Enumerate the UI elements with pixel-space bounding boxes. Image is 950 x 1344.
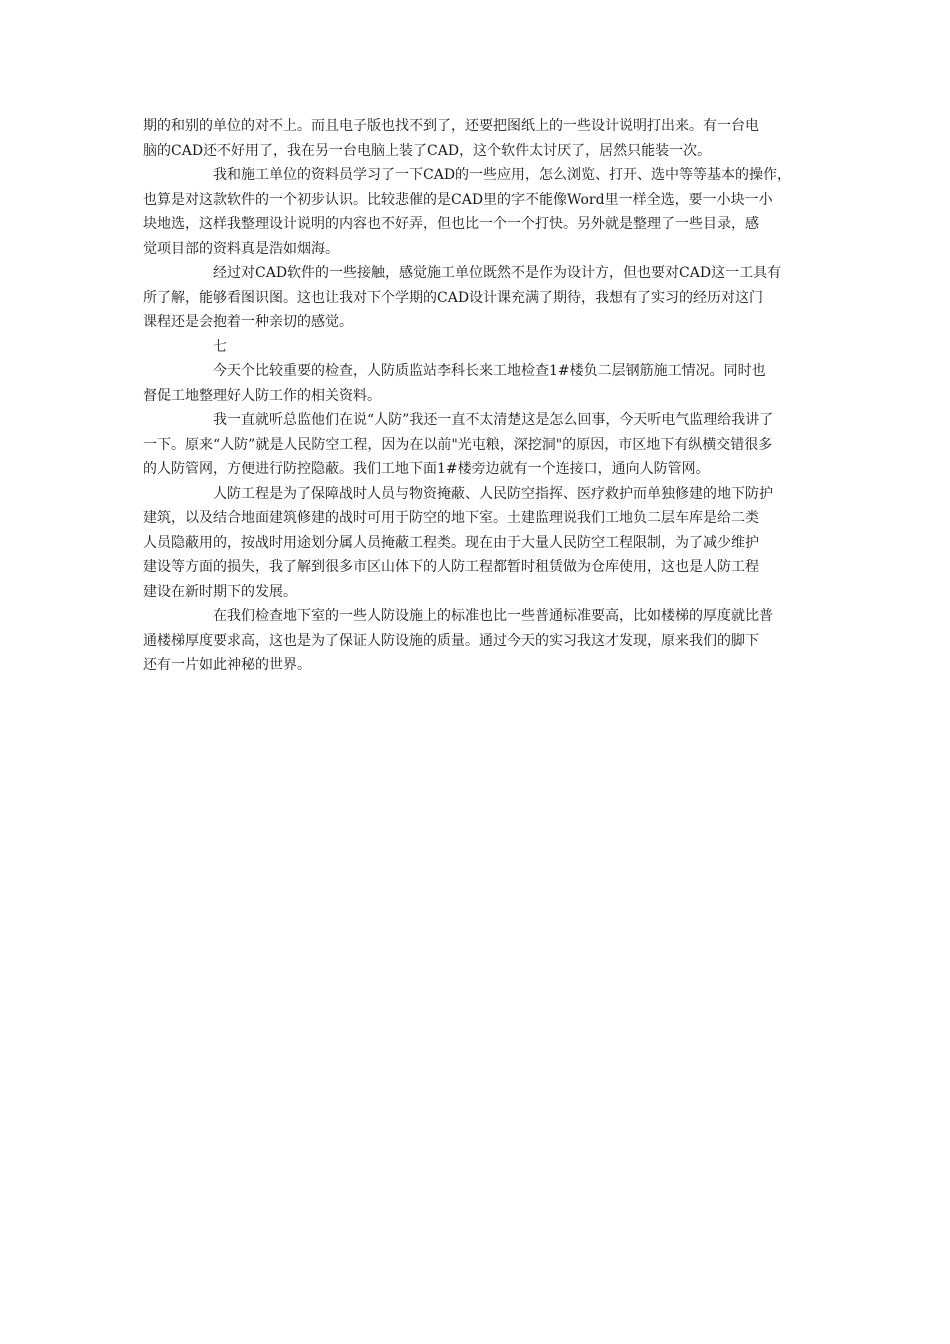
text-line: 督促工地整理好人防工作的相关资料。: [143, 387, 381, 404]
text-line: 建筑，以及结合地面建筑修建的战时可用于防空的地下室。土建监理说我们工地负二层车库是给二类: [143, 510, 759, 526]
text-line: 觉项目部的资料真是浩如烟海。: [143, 240, 339, 257]
paragraph-first-line: 今天个比较重要的检查，人防质监站李科长来工地检查1#楼负二层钢筋施工情况。同时也: [213, 363, 766, 379]
text-line: 建设等方面的损失，我了解到很多市区山体下的人防工程都暂时租赁做为仓库使用，这也是人防工程: [143, 559, 759, 575]
paragraph-first-line: 在我们检查地下室的一些人防设施上的标准也比一些普通标准要高，比如楼梯的厚度就比普: [213, 608, 773, 624]
text-line: 的人防管网，方便进行防控隐蔽。我们工地下面1#楼旁边就有一个连接口，通向人防管网。: [143, 461, 710, 477]
document-body: [143, 114, 823, 678]
text-line: 人员隐蔽用的，按战时用途划分属人员掩蔽工程类。现在由于大量人民防空工程限制，为了减少维护: [143, 534, 759, 551]
section-heading: 七: [213, 338, 227, 355]
text-line: 一下。原来“人防”就是人民防空工程，因为在以前"光屯粮，深挖洞"的原因，市区地下有纵横交错很多: [143, 436, 773, 453]
paragraph-first-line: 我和施工单位的资料员学习了一下CAD的一些应用，怎么浏览、打开、选中等等基本的操作，: [213, 167, 792, 183]
text-line: 还有一片如此神秘的世界。: [143, 657, 311, 673]
text-line: 脑的CAD还不好用了，我在另一台电脑上装了CAD，这个软件太讨厌了，居然只能装一次。: [143, 142, 712, 159]
paragraph-first-line: 我一直就听总监他们在说“人防”我还一直不太清楚这是怎么回事，今天听电气监理给我讲了: [213, 412, 774, 428]
paragraph-first-line: 经过对CAD软件的一些接触，感觉施工单位既然不是作为设计方，但也要对CAD这一工具有: [213, 265, 782, 281]
text-line: 建设在新时期下的发展。: [143, 583, 297, 600]
text-line: 课程还是会抱着一种亲切的感觉。: [143, 314, 353, 330]
text-line: 也算是对这款软件的一个初步认识。比较悲催的是CAD里的字不能像Word里一样全选，要一小块一小: [143, 191, 773, 208]
paragraph-first-line: 人防工程是为了保障战时人员与物资掩蔽、人民防空指挥、医疗救护而单独修建的地下防护: [213, 485, 773, 502]
text-line: 通楼梯厚度要求高，这也是为了保证人防设施的质量。通过今天的实习我这才发现，原来我们的脚下: [143, 632, 759, 649]
text-line: 所了解，能够看图识图。这也让我对下个学期的CAD设计课充满了期待，我想有了实习的经历对这门: [143, 289, 764, 306]
text-line: 块地选，这样我整理设计说明的内容也不好弄，但也比一个一个打快。另外就是整理了一些目录，感: [143, 216, 759, 232]
text-line: 期的和别的单位的对不上。而且电子版也找不到了，还要把图纸上的一些设计说明打出来。有一台电: [143, 118, 759, 134]
